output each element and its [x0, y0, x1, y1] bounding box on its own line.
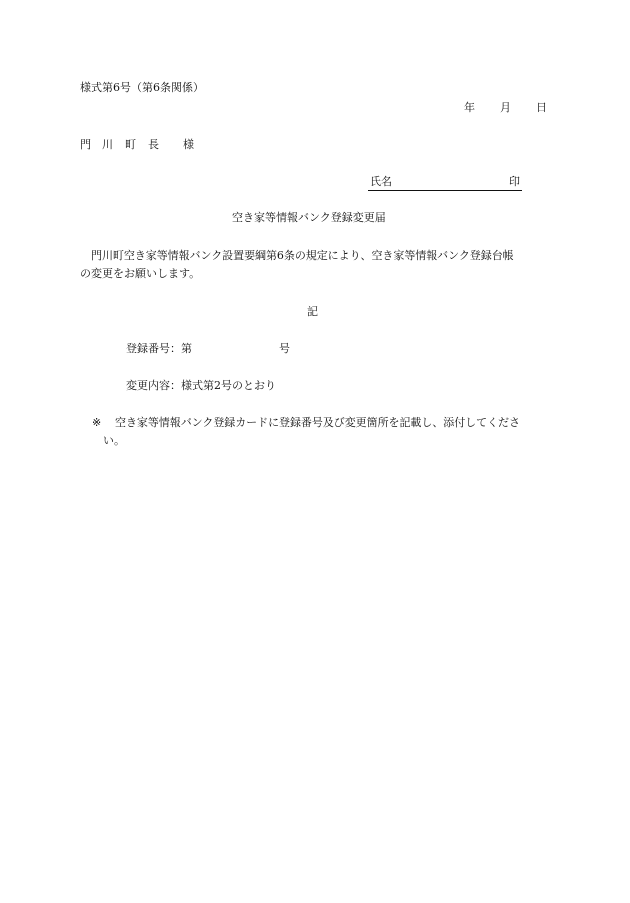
addressee-char-4: 長	[148, 138, 159, 151]
date-year-label: 年	[464, 101, 475, 114]
body-line-2: の変更をお願いします。	[80, 267, 201, 280]
form-number: 様式第6号（第6条関係）	[80, 81, 204, 94]
registration-number-label: 登録番号：第	[126, 342, 192, 355]
note-mark: ※	[92, 416, 102, 429]
ki-heading: 記	[307, 305, 318, 318]
document-title: 空き家等情報バンク登録変更届	[232, 211, 386, 224]
note-line-2: い。	[103, 434, 125, 447]
date-month-label: 月	[500, 101, 511, 114]
change-content: 変更内容：様式第2号のとおり	[126, 379, 276, 392]
addressee-char-1: 門	[80, 138, 91, 151]
signature-name-label: 氏名	[370, 175, 392, 188]
registration-number-suffix: 号	[279, 342, 290, 355]
addressee-char-3: 町	[125, 138, 136, 151]
addressee-char-2: 川	[102, 138, 113, 151]
signature-seal-label: 印	[509, 175, 520, 188]
note-line-1: 空き家等情報バンク登録カードに登録番号及び変更箇所を記載し、添付してくださ	[115, 416, 520, 429]
addressee-honorific: 様	[183, 138, 194, 151]
date-day-label: 日	[536, 101, 547, 114]
body-line-1: 門川町空き家等情報バンク設置要綱第6条の規定により、空き家等情報バンク登録台帳	[91, 249, 514, 262]
